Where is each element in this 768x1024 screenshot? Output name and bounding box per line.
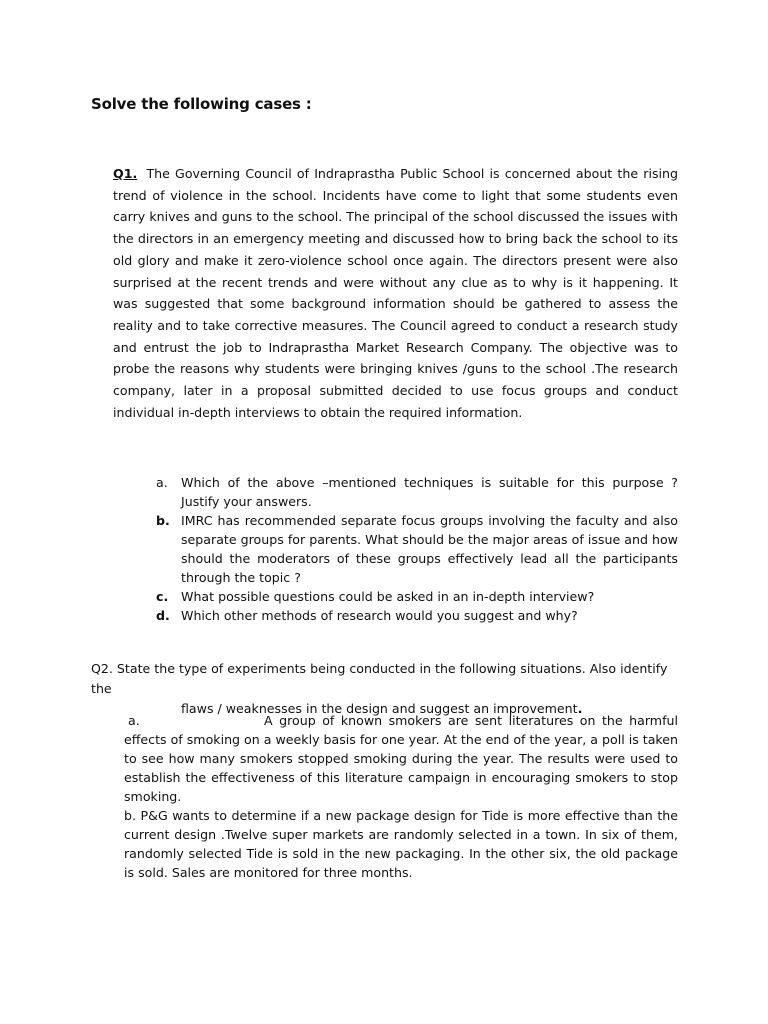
q2-prompt-line2-period: . (577, 701, 583, 716)
list-marker: d. (156, 608, 170, 623)
question-text: IMRC has recommended separate focus groups involving the faculty and also separate groups for parents. What should be the major areas of issue and how should the moderators of these groups effectively lead all the participants through the topic ? (181, 513, 678, 585)
page-heading: Solve the following cases : (91, 95, 312, 113)
q2-case (91, 659, 681, 719)
question-text: Which of the above –mentioned techniques is suitable for this purpose ? Justify your answers. (181, 475, 678, 509)
situation-a-text: A group of known smokers are sent literatures on the harmful effects of smoking on a weekly basis for one year. At the end of the year, a poll is taken to see how many smokers stopped smoking during the year. The results were used to establish the effectiveness of this literature campaign in encouraging smokers to stop smoking. (124, 713, 678, 804)
q2-prompt-line1: Q2. State the type of experiments being conducted in the following situations. Also identify the (91, 661, 668, 696)
list-item (156, 587, 678, 606)
situation-a-marker: a. (128, 713, 140, 728)
q1-case (113, 163, 678, 423)
q1-body: The Governing Council of Indraprastha Public School is concerned about the rising trend of violence in the school. Incidents have come to light that some students even carry knives and guns to the school. The principal of the school discussed the issues with the directors in an emergency meeting and discussed how to bring back the school to its old glory and make it zero-violence school once again. The directors present were also surprised at the recent trends and were without any clue as to why is it happening. It was suggested that some background information should be gathered to assess the reality and to take corrective measures. The Council agreed to conduct a research study and entrust the job to Indraprastha Market Research Company. The objective was to probe the reasons why students were bringing knives /guns to the school .The research company, later in a proposal submitted decided to use focus groups and conduct individual in-depth interviews to obtain the required information. (113, 166, 678, 420)
list-item (156, 473, 678, 511)
list-item (156, 511, 678, 587)
question-text: What possible questions could be asked in an in-depth interview? (181, 589, 595, 604)
q1-question-list (156, 473, 678, 625)
q2-situations (124, 711, 678, 882)
q1-label: Q1. (113, 166, 138, 181)
list-item (156, 606, 678, 625)
list-marker: c. (156, 589, 169, 604)
question-text: Which other methods of research would you suggest and why? (181, 608, 578, 623)
list-marker: b. (156, 513, 170, 528)
situation-a (124, 711, 678, 806)
q2-prompt-line2-text: flaws / weaknesses in the design and suggest an improvement (181, 701, 578, 716)
list-marker: a. (156, 475, 168, 490)
situation-b: b. P&G wants to determine if a new package design for Tide is more effective than the current design .Twelve super markets are randomly selected in a town. In six of them, randomly selected Tide is sold in the new packaging. In the other six, the old package is sold. Sales are monitored for three months. (124, 808, 678, 880)
